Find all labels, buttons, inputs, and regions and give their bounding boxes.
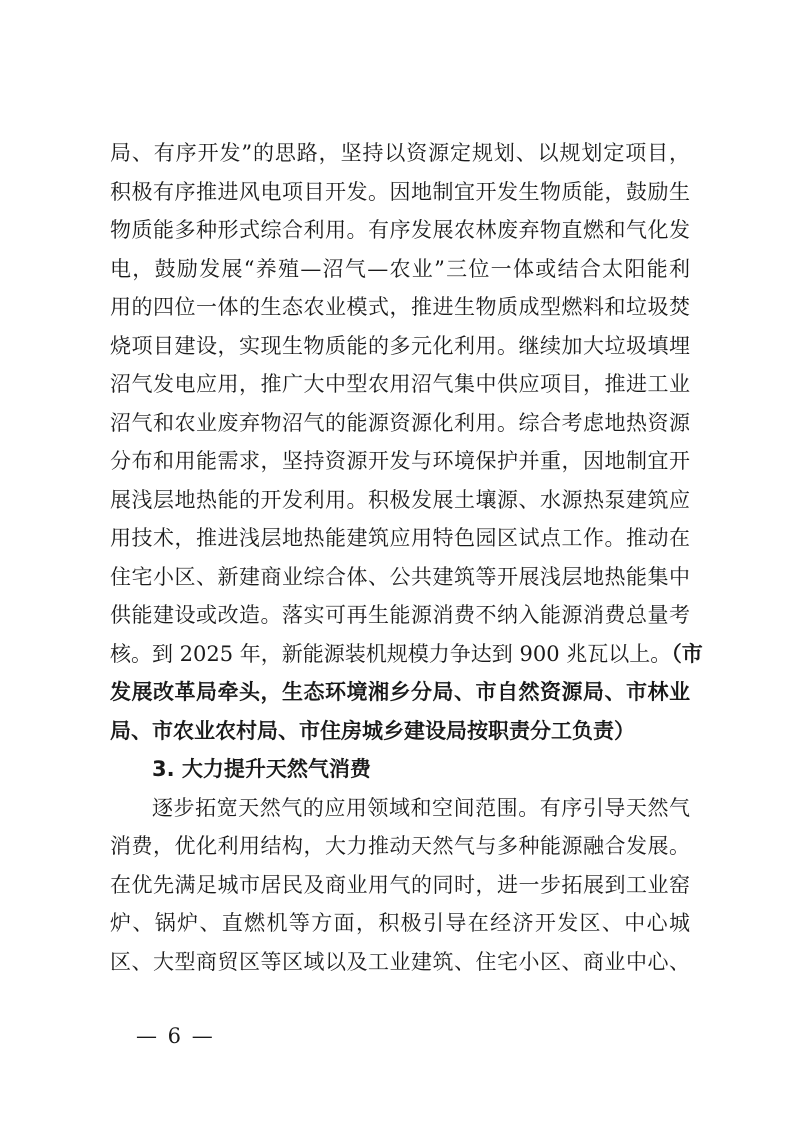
text-line: 沼气和农业废弃物沼气的能源资源化利用。综合考虑地热资源: [110, 410, 690, 435]
text-line: 沼气发电应用，推广大中型农用沼气集中供应项目，推进工业: [110, 372, 690, 396]
text-line-mixed: [110, 635, 703, 674]
text-line: 分布和用能需求，坚持资源开发与环境保护并重，因地制宜开: [110, 449, 690, 473]
paragraph-first-line: 逐步拓宽天然气的应用领域和空间范围。有序引导天然气: [152, 795, 690, 820]
text-line: 炉、锅炉、直燃机等方面，积极引导在经济开发区、中心城: [110, 911, 690, 935]
text-line: 积极有序推进风电项目开发。因地制宜开发生物质能，鼓励生: [110, 179, 690, 204]
text-line: 住宅小区、新建商业综合体、公共建筑等开展浅层地热能集中: [110, 564, 690, 589]
text-line: 用的四位一体的生态农业模式，推进生物质成型燃料和垃圾焚: [110, 295, 690, 319]
text-line: 区、大型商贸区等区域以及工业建筑、住宅小区、商业中心、: [110, 949, 690, 974]
text-line: 供能建设或改造。落实可再生能源消费不纳入能源消费总量考: [110, 603, 690, 627]
text-line: 物质能多种形式综合利用。有序发展农林废弃物直燃和气化发: [110, 218, 690, 242]
text-line: 在优先满足城市居民及商业用气的同时，进一步拓展到工业窑: [110, 872, 690, 897]
body-text: [110, 134, 703, 981]
text-line: 电，鼓励发展“养殖—沼气—农业”三位一体或结合太阳能利: [110, 256, 690, 281]
page-number: — 6 —: [136, 1024, 215, 1048]
responsibility-note-start: （市: [671, 641, 703, 666]
text-line: 展浅层地热能的开发利用。积极发展土壤源、水源热泵建筑应: [110, 487, 690, 512]
section-heading: 3. 大力提升天然气消费: [152, 757, 371, 781]
responsibility-note-end: 局、市农业农村局、市住房城乡建设局按职责分工负责）: [110, 718, 635, 743]
text-line: 局、有序开发”的思路，坚持以资源定规划、以规划定项目，: [110, 141, 690, 165]
text-line: 消费，优化利用结构，大力推动天然气与多种能源融合发展。: [110, 834, 690, 858]
responsibility-note: 发展改革局牵头，生态环境湘乡分局、市自然资源局、市林业: [110, 680, 690, 704]
text-line: 烧项目建设，实现生物质能的多元化利用。继续加大垃圾填埋: [110, 333, 690, 358]
target-sentence: 核。到 2025 年，新能源装机规模力争达到 900 兆瓦以上。: [110, 641, 672, 666]
text-line: 用技术，推进浅层地热能建筑应用特色园区试点工作。推动在: [110, 526, 690, 550]
